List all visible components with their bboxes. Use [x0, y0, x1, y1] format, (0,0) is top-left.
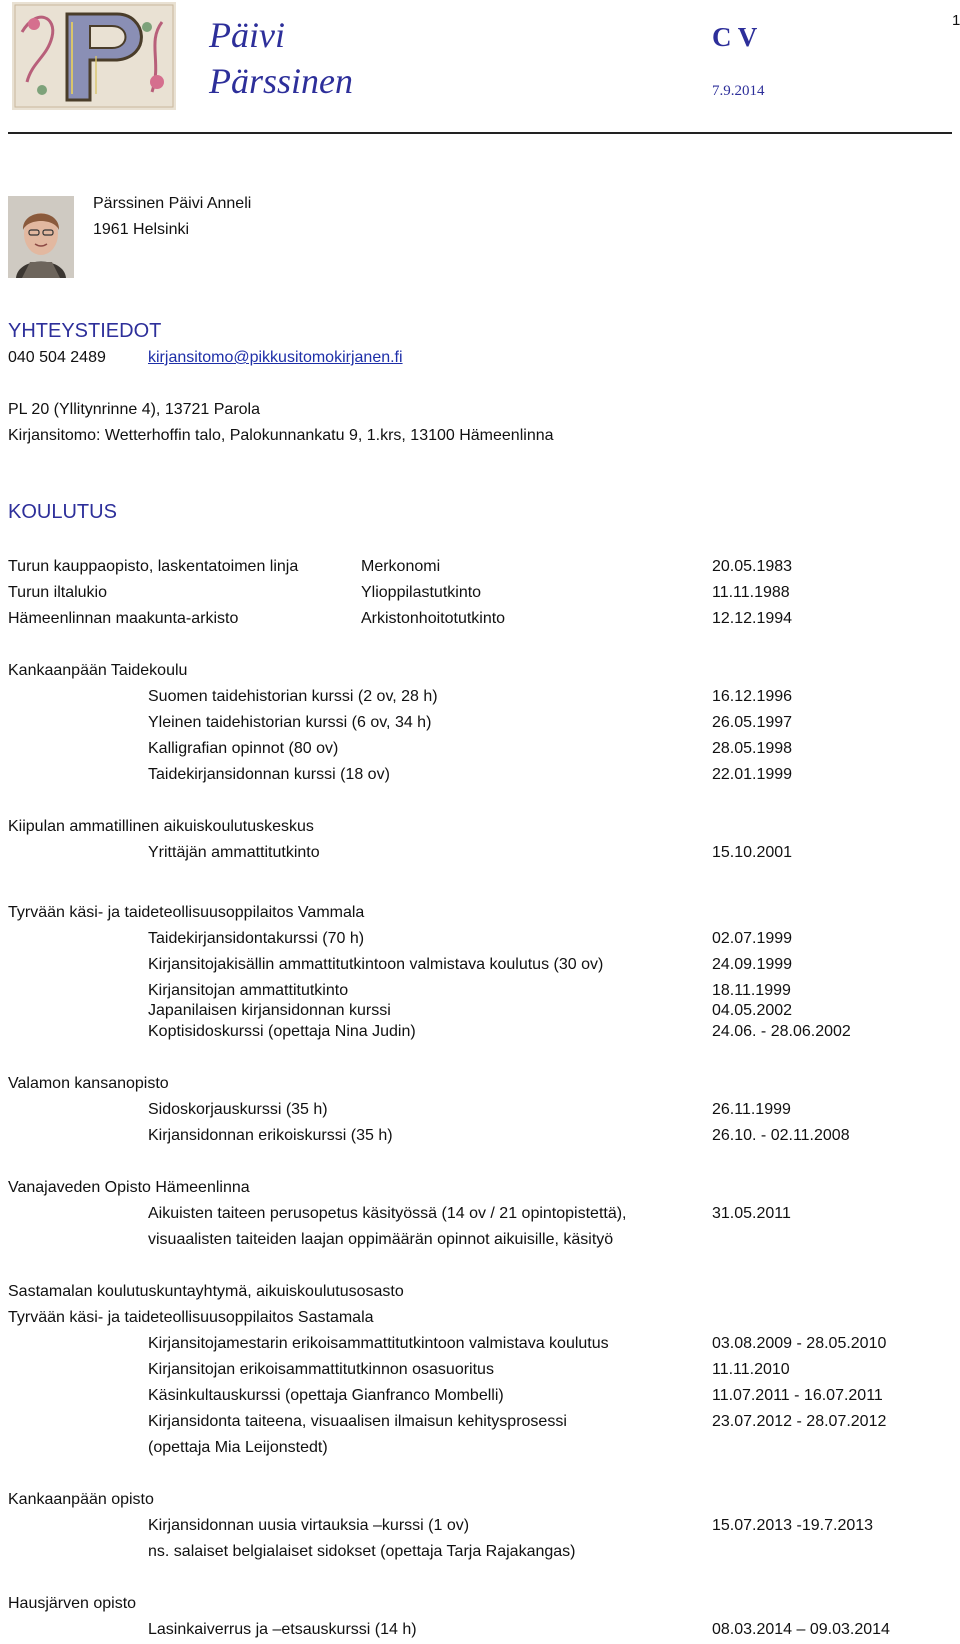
- institution-name: Tyrvään käsi- ja taideteollisuusoppilaitos Vammala: [8, 904, 365, 921]
- contact-address: PL 20 (Yllitynrinne 4), 13721 Parola: [8, 401, 260, 418]
- course-date: 04.05.2002: [712, 1002, 793, 1019]
- course-name-continued: visuaalisten taiteiden laajan oppimäärän opinnot aikuisille, käsityö: [148, 1231, 614, 1248]
- document-date: 7.9.2014: [712, 83, 765, 99]
- course-date: 24.09.1999: [712, 956, 793, 973]
- course-date: 03.08.2009 - 28.05.2010: [712, 1335, 887, 1352]
- institution-name: Valamon kansanopisto: [8, 1075, 169, 1092]
- course-name: Suomen taidehistorian kurssi (2 ov, 28 h): [148, 688, 438, 705]
- course-name: Yrittäjän ammattitutkinto: [148, 844, 320, 861]
- contact-workshop: Kirjansitomo: Wetterhoffin talo, Palokunnankatu 9, 1.krs, 13100 Hämeenlinna: [8, 427, 554, 444]
- course-date: 11.07.2011 - 16.07.2011: [712, 1387, 883, 1404]
- institution-name: Sastamalan koulutuskuntayhtymä, aikuiskoulutusosasto: [8, 1283, 404, 1300]
- course-date: 16.12.1996: [712, 688, 793, 705]
- course-date: 26.05.1997: [712, 714, 793, 731]
- degree-title: Arkistonhoitotutkinto: [361, 610, 506, 627]
- header-first-name: Päivi: [209, 15, 285, 55]
- contact-heading: YHTEYSTIEDOT: [8, 320, 162, 342]
- degree-title: Merkonomi: [361, 558, 441, 575]
- institution-name: Kankaanpään Taidekoulu: [8, 662, 188, 679]
- degree-date: 11.11.1988: [712, 584, 790, 601]
- cv-label: C V: [712, 22, 758, 52]
- institution-name: Hausjärven opisto: [8, 1595, 137, 1612]
- course-date: 23.07.2012 - 28.07.2012: [712, 1413, 887, 1430]
- education-heading: KOULUTUS: [8, 501, 117, 523]
- course-name: Kirjansidonnan uusia virtauksia –kurssi (1 ov): [148, 1517, 470, 1534]
- course-name: Sidoskorjauskurssi (35 h): [148, 1101, 328, 1118]
- header-last-name: Pärssinen: [209, 61, 353, 101]
- course-name: Japanilaisen kirjansidonnan kurssi: [148, 1002, 391, 1019]
- course-name: Taidekirjansidonnan kurssi (18 ov): [148, 766, 390, 783]
- course-date: 15.10.2001: [712, 844, 793, 861]
- degree-school: Hämeenlinnan maakunta-arkisto: [8, 610, 239, 627]
- institution-name: Kankaanpään opisto: [8, 1491, 154, 1508]
- degree-date: 20.05.1983: [712, 558, 793, 575]
- page-number: 1: [952, 12, 960, 29]
- course-name: Yleinen taidehistorian kurssi (6 ov, 34 h): [148, 714, 432, 731]
- course-date: 02.07.1999: [712, 930, 793, 947]
- course-name: Kirjansitojamestarin erikoisammattitutkintoon valmistava koulutus: [148, 1335, 609, 1352]
- course-date: 08.03.2014 – 09.03.2014: [712, 1621, 890, 1638]
- degree-date: 12.12.1994: [712, 610, 793, 627]
- course-date: 26.10. - 02.11.2008: [712, 1127, 850, 1144]
- person-birth: 1961 Helsinki: [93, 221, 190, 238]
- course-name: Kirjansidonta taiteena, visuaalisen ilmaisun kehitysprosessi: [148, 1413, 567, 1430]
- course-name: Lasinkaiverrus ja –etsauskurssi (14 h): [148, 1621, 417, 1638]
- degree-school: Turun iltalukio: [8, 584, 108, 601]
- course-teacher-note: (opettaja Mia Leijonstedt): [148, 1439, 328, 1456]
- course-name: Kirjansitojan ammattitutkinto: [148, 982, 349, 999]
- course-date: 18.11.1999: [712, 982, 791, 999]
- course-name: Taidekirjansidontakurssi (70 h): [148, 930, 365, 947]
- course-date: 22.01.1999: [712, 766, 793, 783]
- institution-name: Vanajaveden Opisto Hämeenlinna: [8, 1179, 250, 1196]
- header-divider: [8, 132, 952, 134]
- course-date: 15.07.2013 -19.7.2013: [712, 1517, 874, 1534]
- contact-email-link[interactable]: kirjansitomo@pikkusitomokirjanen.fi: [148, 349, 403, 366]
- monogram-logo-image: [12, 2, 176, 110]
- person-full-name: Pärssinen Päivi Anneli: [93, 195, 252, 212]
- contact-phone: 040 504 2489: [8, 349, 106, 366]
- profile-photo: [8, 196, 74, 278]
- course-date: 11.11.2010: [712, 1361, 790, 1378]
- course-name: Kirjansitojan erikoisammattitutkinnon osasuoritus: [148, 1361, 494, 1378]
- course-name: Käsinkultauskurssi (opettaja Gianfranco Mombelli): [148, 1387, 504, 1404]
- degree-title: Ylioppilastutkinto: [361, 584, 482, 601]
- course-name: Kalligrafian opinnot (80 ov): [148, 740, 339, 757]
- institution-name: Tyrvään käsi- ja taideteollisuusoppilaitos Sastamala: [8, 1309, 374, 1326]
- course-name-continued: ns. salaiset belgialaiset sidokset (opettaja Tarja Rajakangas): [148, 1543, 576, 1560]
- institution-name: Kiipulan ammatillinen aikuiskoulutuskeskus: [8, 818, 314, 835]
- course-name: Aikuisten taiteen perusopetus käsityössä (14 ov / 21 opintopistettä),: [148, 1205, 627, 1222]
- course-date: 24.06. - 28.06.2002: [712, 1023, 851, 1040]
- degree-school: Turun kauppaopisto, laskentatoimen linja: [8, 558, 299, 575]
- course-name: Koptisidoskurssi (opettaja Nina Judin): [148, 1023, 416, 1040]
- course-date: 31.05.2011: [712, 1205, 791, 1222]
- course-name: Kirjansitojakisällin ammattitutkintoon valmistava koulutus (30 ov): [148, 956, 604, 973]
- course-date: 26.11.1999: [712, 1101, 791, 1118]
- course-name: Kirjansidonnan erikoiskurssi (35 h): [148, 1127, 393, 1144]
- course-date: 28.05.1998: [712, 740, 793, 757]
